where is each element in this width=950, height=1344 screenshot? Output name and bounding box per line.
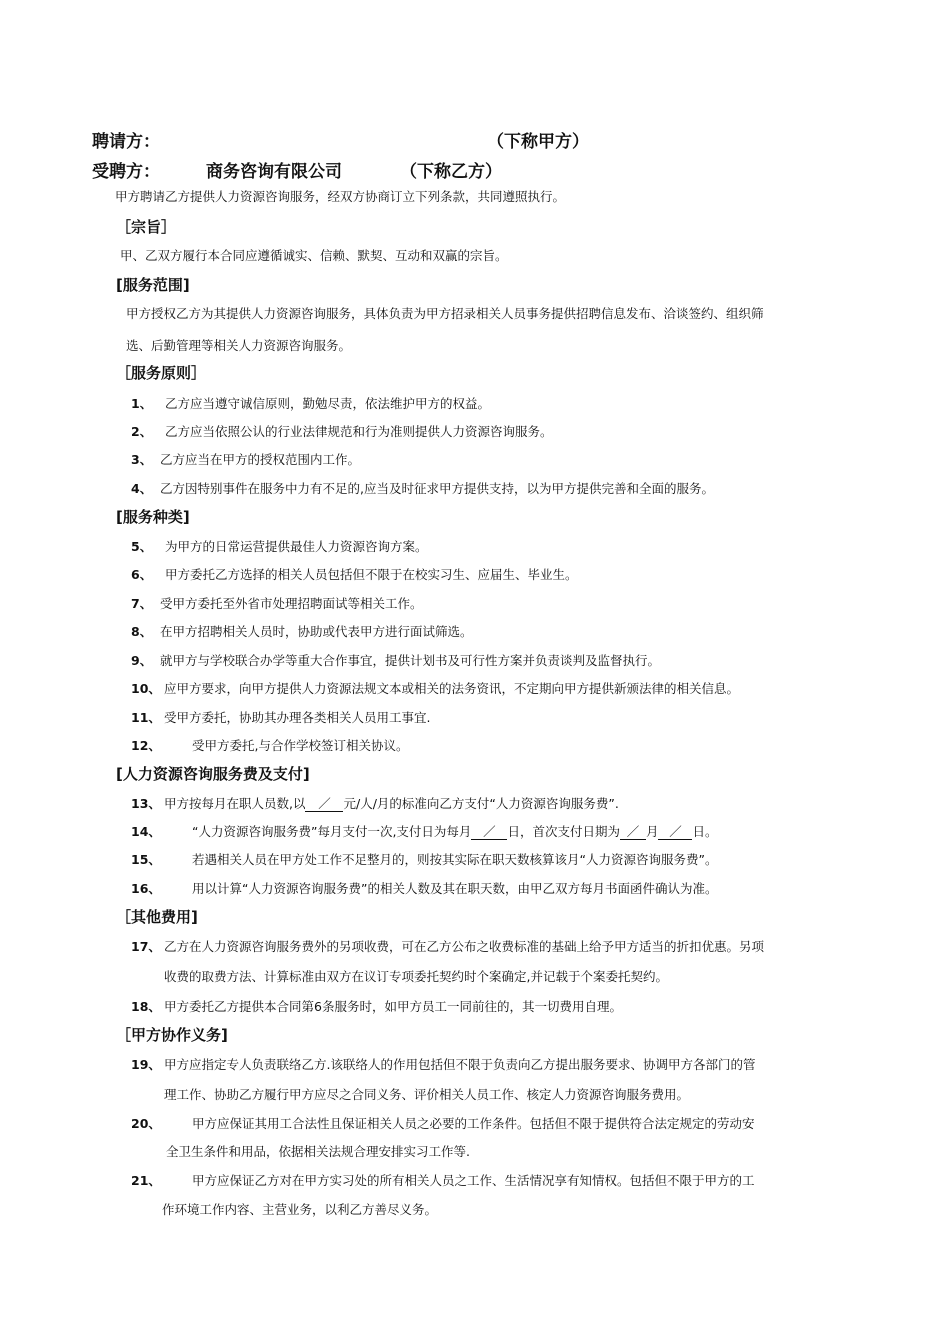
item-number: 3、 bbox=[131, 452, 153, 467]
list-item-line: 乙方在人力资源咨询服务费外的另项收费，可在乙方公布之收费标准的基础上给予甲方适当的折扣优惠。另项 bbox=[164, 939, 765, 954]
list-item: 甲方委托乙方提供本合同第6条服务时，如甲方员工一同前往的，其一切费用自理。 bbox=[164, 999, 622, 1014]
item-number: 21、 bbox=[131, 1173, 161, 1188]
item-number: 14、 bbox=[131, 824, 161, 839]
employer-label: 聘请方： bbox=[92, 132, 160, 152]
section-title-fees: [人力资源咨询服务费及支付] bbox=[116, 765, 310, 783]
scope-line-2: 选、后勤管理等相关人力资源咨询服务。 bbox=[126, 338, 352, 353]
list-item: 应甲方要求，向甲方提供人力资源法规文本或相关的法务资讯，不定期向甲方提供新颁法律的相关信息。 bbox=[164, 681, 740, 696]
list-item: 甲方委托乙方选择的相关人员包括但不限于在校实习生、应届生、毕业生。 bbox=[165, 567, 578, 582]
item-number: 18、 bbox=[131, 999, 161, 1014]
list-item: 用以计算“人力资源咨询服务费”的相关人数及其在职天数，由甲乙双方每月书面函件确认为准。 bbox=[192, 881, 718, 896]
section-title-principles: ［服务原则］ bbox=[116, 364, 207, 382]
employee-name: 商务咨询有限公司 bbox=[206, 162, 342, 182]
list-item: 乙方应当遵守诚信原则，勤勉尽责，依法维护甲方的权益。 bbox=[165, 396, 491, 411]
item-number: 16、 bbox=[131, 881, 161, 896]
item-number: 13、 bbox=[131, 796, 161, 811]
employee-label: 受聘方： bbox=[92, 162, 160, 182]
fee-item-14: “人力资源咨询服务费”每月支付一次,支付日为每月 ／ 日，首次支付日期为 ／ 月 ／ 日。 bbox=[192, 824, 718, 839]
item-number: 20、 bbox=[131, 1116, 161, 1131]
item-number: 4、 bbox=[131, 481, 153, 496]
list-item-line: 甲方应指定专人负责联络乙方.该联络人的作用包括但不限于负责向乙方提出服务要求、协调甲方各部门的管 bbox=[164, 1057, 756, 1072]
item-number: 12、 bbox=[131, 738, 161, 753]
list-item: 为甲方的日常运营提供最佳人力资源咨询方案。 bbox=[165, 539, 428, 554]
purpose-text: 甲、乙双方履行本合同应遵循诚实、信赖、默契、互动和双赢的宗旨。 bbox=[120, 248, 508, 263]
item-number: 9、 bbox=[131, 653, 153, 668]
first-month-blank[interactable]: ／ bbox=[620, 825, 646, 840]
list-item-line: 甲方应保证其用工合法性且保证相关人员之必要的工作条件。包括但不限于提供符合法定规定的劳动安 bbox=[192, 1116, 755, 1131]
employee-alias: （下称乙方） bbox=[400, 162, 502, 182]
list-item: 乙方应当依照公认的行业法律规范和行为准则提供人力资源咨询服务。 bbox=[165, 424, 553, 439]
item-number: 10、 bbox=[131, 681, 161, 696]
list-item-line: 全卫生条件和用品，依据相关法规合理安排实习工作等. bbox=[166, 1144, 470, 1159]
list-item-line: 甲方应保证乙方对在甲方实习处的所有相关人员之工作、生活情况享有知情权。包括但不限于甲方的工 bbox=[192, 1173, 755, 1188]
scope-line-1: 甲方授权乙方为其提供人力资源咨询服务，具体负责为甲方招录相关人员事务提供招聘信息发布、洽谈签约、组织筛 bbox=[126, 306, 764, 321]
list-item-line: 作环境工作内容、主营业务，以利乙方善尽义务。 bbox=[162, 1202, 438, 1217]
section-title-duties: ［甲方协作义务] bbox=[116, 1026, 228, 1044]
intro-text: 甲方聘请乙方提供人力资源咨询服务，经双方协商订立下列条款，共同遵照执行。 bbox=[115, 189, 566, 204]
section-title-scope: [服务范围] bbox=[116, 276, 190, 294]
list-item: 若遇相关人员在甲方处工作不足整月的，则按其实际在职天数核算该月“人力资源咨询服务费”。 bbox=[192, 852, 718, 867]
section-title-purpose: ［宗旨］ bbox=[116, 218, 177, 236]
item-number: 2、 bbox=[131, 424, 153, 439]
list-item: 乙方因特别事件在服务中力有不足的,应当及时征求甲方提供支持，以为甲方提供完善和全面的服务。 bbox=[160, 481, 714, 496]
list-item-line: 理工作、协助乙方履行甲方应尽之合同义务、评价相关人员工作、核定人力资源咨询服务费用。 bbox=[164, 1087, 690, 1102]
item-number: 15、 bbox=[131, 852, 161, 867]
list-item: 乙方应当在甲方的授权范围内工作。 bbox=[160, 452, 361, 467]
item-number: 5、 bbox=[131, 539, 153, 554]
item-number: 8、 bbox=[131, 624, 153, 639]
item-number: 11、 bbox=[131, 710, 161, 725]
list-item: 受甲方委托至外省市处理招聘面试等相关工作。 bbox=[160, 596, 423, 611]
pay-day-blank[interactable]: ／ bbox=[471, 825, 507, 840]
fee-item-13: 甲方按每月在职人员数,以 ／ 元/人/月的标准向乙方支付“人力资源咨询服务费”. bbox=[164, 796, 619, 811]
list-item: 受甲方委托，协助其办理各类相关人员用工事宜. bbox=[164, 710, 431, 725]
item-number: 7、 bbox=[131, 596, 153, 611]
item-number: 1、 bbox=[131, 396, 153, 411]
list-item-line: 收费的取费方法、计算标准由双方在议订专项委托契约时个案确定,并记载于个案委托契约。 bbox=[164, 969, 668, 984]
section-title-other: ［其他费用] bbox=[116, 908, 198, 926]
employer-alias: （下称甲方） bbox=[487, 132, 589, 152]
item-number: 19、 bbox=[131, 1057, 161, 1072]
list-item: 受甲方委托,与合作学校签订相关协议。 bbox=[192, 738, 409, 753]
section-title-types: [服务种类] bbox=[116, 508, 190, 526]
list-item: 就甲方与学校联合办学等重大合作事宜，提供计划书及可行性方案并负责谈判及监督执行。 bbox=[160, 653, 661, 668]
rate-blank[interactable]: ／ bbox=[305, 797, 343, 812]
item-number: 17、 bbox=[131, 939, 161, 954]
item-number: 6、 bbox=[131, 567, 153, 582]
list-item: 在甲方招聘相关人员时，协助或代表甲方进行面试筛选。 bbox=[160, 624, 473, 639]
first-day-blank[interactable]: ／ bbox=[658, 825, 692, 840]
